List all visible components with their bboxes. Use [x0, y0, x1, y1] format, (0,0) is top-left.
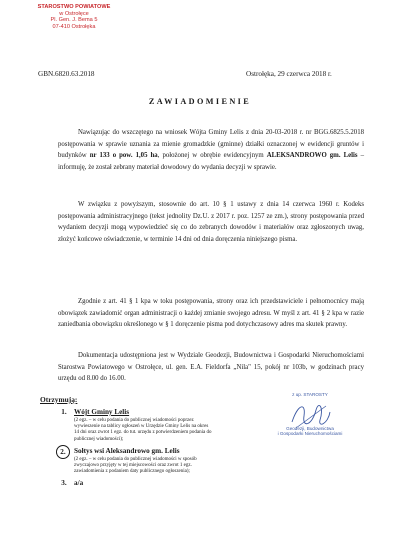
- list-item: [58, 477, 238, 489]
- signature-stamp-line: z up. STAROSTY: [292, 392, 328, 397]
- office-stamp-line: STAROSTWO POWIATOWE: [37, 4, 111, 10]
- recipient-number: 3.: [61, 479, 67, 488]
- paragraph-text: – informuję, że został zebrany materiał dowodowy do wydania decyzji w sprawie.: [58, 152, 364, 171]
- place-date: Ostrołęka, 29 czerwca 2018 r.: [246, 70, 332, 78]
- recipient-note: (2 egz. – w celu podania do publicznej wiadomości w sposób zwyczajowo przyjęty w tej miejscowości oraz zwrot 1 egz. zawiadomienia z podaniem daty publicznego ogłoszenia);: [74, 456, 197, 475]
- document-title: ZAWIADOMIENIE: [148, 97, 252, 106]
- precinct-name: ALEKSANDROWO gm. Lelis: [266, 152, 358, 159]
- recipients-label: Otrzymują:: [40, 395, 78, 404]
- recipient-number: 2.: [56, 445, 70, 459]
- office-stamp-line: 07-410 Ostrołęka: [52, 23, 96, 30]
- recipients-list: [58, 406, 238, 491]
- signature-stamp-line: i Gospodarki Nieruchomościami: [277, 431, 343, 437]
- paragraph-text: Nawiązując do wszczętego na wniosek Wójta Gminy Lelis z dnia 20-03-2018 r. nr BGG.6825.5.2018 postępowania w sprawie uznania za mienie gromadzkie (gminne) działki oznaczonej w ewidencji gruntów i budynków: [58, 129, 364, 159]
- recipient-name: Sołtys wsi Aleksandrowo gm. Lelis: [74, 446, 180, 455]
- office-stamp-line: Pl. Gen. J. Bema 5: [50, 17, 98, 24]
- recipient-note: (2 egz. – w celu podania do publicznej wiadomości poprzez wywieszenie na tablicy ogłoszeń w Urzędzie Gminy Lelis na okres 14 dni oraz zwrot 1 egz. do tut. urzędu z potwierdzeniem podania do publicznej wiadomości);: [74, 418, 212, 442]
- signature-stamp-line: Geodezji, Budownictwa: [286, 425, 334, 431]
- recipient-name: a/a: [74, 479, 84, 488]
- paragraph-text: , położonej w obrębie ewidencyjnym: [157, 152, 267, 159]
- handwritten-signature: [286, 398, 334, 434]
- list-item: [58, 445, 238, 476]
- paragraph-documentation: Dokumentacja udostępniona jest w Wydziale Geodezji, Budownictwa i Gospodarki Nieruchomościami Starostwa Powiatowego w Ostrołęce, ul. gen. E.A. Fieldorfa „Nila" 15, pokój nr 103b, w godzinach pracy urzędu od 8.00 do 16.00.: [58, 352, 364, 382]
- recipient-number: 1.: [61, 408, 67, 416]
- recipient-name: Wójt Gminy Lelis: [74, 408, 130, 416]
- paragraph-rights: W związku z powyższym, stosownie do art. 10 § 1 ustawy z dnia 14 czerwca 1960 r. Kodeks postępowania administracyjnego (tekst jednolity Dz.U. z 2017 r. poz. 1257 ze zm.), strony postępowania przed wydaniem decyzji mogą wypowiedzieć się co do zebranych dowodów i materiałów oraz zgłoszonych uwag, złożyć końcowe oświadczenie, w terminie 14 dni od dnia doręczenia niniejszego pisma.: [58, 201, 364, 243]
- paragraph-investigation: [58, 127, 364, 173]
- paragraph-address-duty: Zgodnie z art. 41 § 1 kpa w toku postępowania, strony oraz ich przedstawiciele i pełnomocnicy mają obowiązek zawiadomić organ administracji o każdej zmianie swojego adresu. W myśl z art. 41 § 2 kpa w razie zaniedbania obowiązku określonego w § 1 doręczenie pisma pod dotychczasowy adres ma skutek prawny.: [58, 298, 364, 328]
- parcel-number: nr 133 o pow. 1,05 ha: [89, 152, 158, 159]
- list-item: [58, 406, 238, 443]
- office-stamp-line: w Ostrołęce: [59, 10, 89, 17]
- reference-number: GBN.6820.63.2018: [38, 70, 95, 78]
- office-stamp: [34, 4, 114, 30]
